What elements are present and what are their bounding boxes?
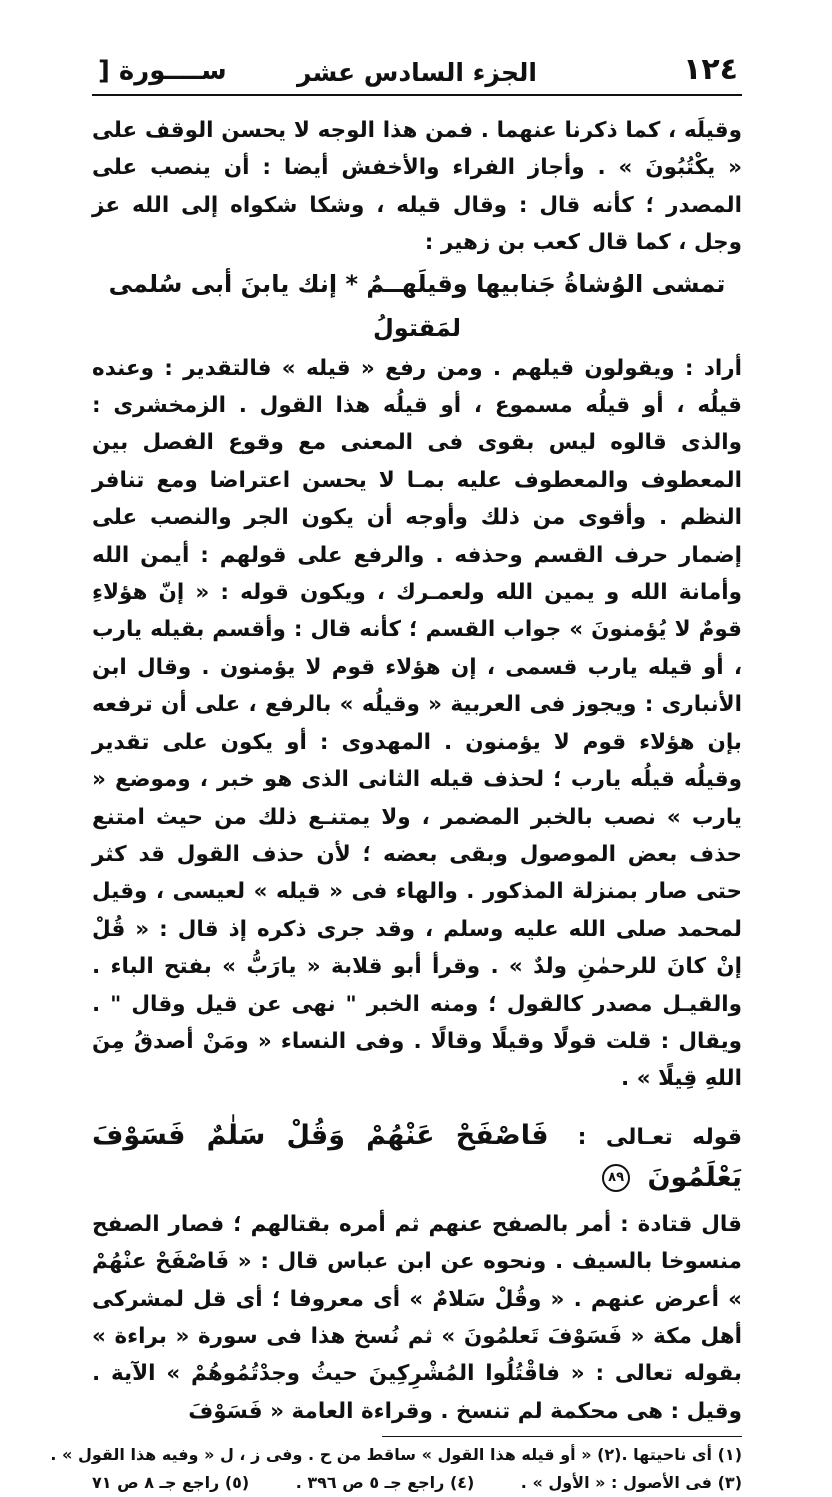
footnote-2: (٢) « أو قيله هذا القول » ساقط من ح . وفى ز ، ل « وفيه هذا القول » . [50,1445,622,1465]
footnote-5: (٥) راجع جـ ٨ ص ٧١ [92,1473,250,1493]
footnote-row [92,1469,742,1497]
paragraph-1: وقيلَه ، كما ذكرنا عنهما . فمن هذا الوجه لا يحسن الوقف على « يكْتُبُونَ » . وأجاز الفراء والأخفش أيضا : أن ينصب على المصدر ؛ كأنه قال : وقال قيله ، وشكا شكواه إلى الله عز وجل ، كما قال كعب بن زهير : [92,118,742,256]
paragraph-3: قال قتادة : أمر بالصفح عنهم ثم أمره بقتالهم ؛ فصار الصفح منسوخا بالسيف . ونحوه عن ابن عباس قال : « فَاصْفَحْ عنْهُمْ » أعرض عنهم . « وقُلْ سَلامٌ » أى معروفا ؛ أى قل لمشركى أهل مكة « فَسَوْفَ تَعلمُونَ » ثم نُسخ هذا فى سورة « براءة » بقوله تعالى : « فاقْتُلُوا المُشْرِكِينَ حيثُ وجدْتُمُوهُمْ » الآية . وقيل : هى محكمة لم تنسخ . وقراءة العامة « فَسَوْفَ [92,1211,742,1424]
quran-verse: فَاصْفَحْ عَنْهُمْ وَقُلْ سَلٰمٌ فَسَوْفَ يَعْلَمُونَ [92,1119,742,1193]
ayah-number-mark: ٨٩ [602,1164,630,1192]
footnotes [50,1441,742,1497]
paragraph-2: أراد : ويقولون قيلهم . ومن رفع « قيله » فالتقدير : وعنده قيلُه ، أو قيلُه مسموع ، أو قيلُه هذا القول . الزمخشرى : والذى قالوه ليس بقوى فى المعنى مع وقوع الفصل بين المعطوف والمعطوف عليه بمـا لا يحسن اعتراضا ومع تنافر النظم . وأقوى من ذلك وأوجه أن يكون الجر والنصب على إضمار حرف القسم وحذفه . والرفع على قولهم : أيمن الله وأمانة الله و يمين الله ولعمـرك ، ويكون قوله : « إنّ هؤلاءِ قومٌ لا يُؤمنونَ » جواب القسم ؛ كأنه قال : وأقسم بقيله يارب ، أو قيله يارب قسمى ، إن هؤلاء قوم لا يؤمنون . وقال ابن الأنبارى : ويجوز فى العربية « وقيلُه » بالرفع ، على أن ترفعه بإن هؤلاء قوم لا يؤمنون . المهدوى : أو يكون على تقدير وقيلُه قيلُه يارب ؛ لحذف قيله الثانى الذى هو خبر ، وموضع « يارب » نصب بالخبر المضمر ، ولا يمتنـع ذلك من حيث امتنع حذف بعض الموصول وبقى بعضه ؛ لأن حذف القول قد كثر حتى صار بمنزلة المذكور . والهاء فى « قيله » لعيسى ، وقيل لمحمد صلى الله عليه وسلم ، وقد جرى ذكره إذ قال : « قُلْ إنْ كانَ للرحمٰنِ ولدٌ » . وقرأ أبو قلابة « يارَبُّ » بفتح الباء . والقيـل مصدر كالقول ؛ ومنه الخبر " نهى عن قيل وقال " . ويقال : قلت قولًا وقيلًا وقالًا . وفى النساء « ومَنْ أصدقُ مِنَ اللهِ قِيلًا » . [92,355,742,1092]
page-header [92,50,742,96]
page [50,50,742,1497]
running-title: الجزء السادس عشر [297,58,537,87]
footnote-4: (٤) راجع جـ ٥ ص ٣٩٦ . [295,1473,475,1493]
page-number: ١٢٤ [683,52,738,87]
footnote-row [50,1441,742,1469]
footnote-3: (٣) فى الأصول : « الأول » . [520,1473,742,1493]
verse-lead: قوله تعـالى : [577,1124,742,1150]
footnote-1: (١) أى ناحيتها . [621,1445,742,1465]
surah-label: ســــورة [ [98,56,227,86]
quran-verse-heading [92,1116,742,1198]
body-text [92,112,742,1430]
poetry-verse: تمشى الوُشاةُ جَنابيها وقيلَهــمُ ‎* إنك يابنَ أبى سُلمى لمَقتولُ [108,269,726,342]
